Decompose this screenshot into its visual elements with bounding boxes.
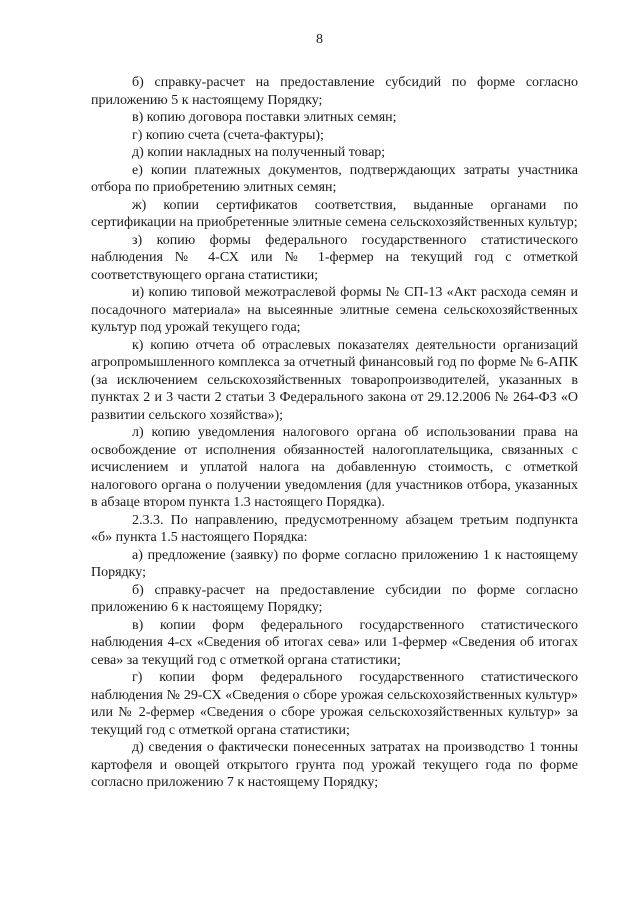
paragraph-e-payment-documents: е) копии платежных документов, подтверждающих затраты участника отбора по приобретению элитных семян; — [91, 162, 578, 195]
paragraph-g-harvest-statistics: г) копии форм федерального государственного статистического наблюдения № 29-СХ «Сведения о сборе урожая сельскохозяйственных культур» или № 2-фермер «Сведения о сборе урожая сельскохозяйственных культур» за текущий год с отметкой органа статистики; — [91, 670, 578, 738]
paragraph-g-invoice-copy: г) копию счета (счета-фактуры); — [132, 127, 324, 143]
paragraph-i-form-sp13: и) копию типовой межотраслевой формы № СП-13 «Акт расхода семян и посадочного материала» на высеянные элитные семена сельскохозяйственных культур под урожай текущего года; — [91, 285, 578, 335]
paragraph-b-subsidy-calc-form6: б) справку-расчет на предоставление субсидии по форме согласно приложению 6 к настоящему Порядку; — [91, 582, 578, 615]
paragraph-l-tax-notice: л) копию уведомления налогового органа об использовании права на освобождение от исполнения обязанностей налогоплательщика, связанных с исчислением и уплатой налога на добавленную стоимость, с отметкой налогового органа о получении уведомления (для участников отбора, указанных в абзаце втором пункта 1.3 настоящего Порядка). — [91, 425, 578, 510]
page-number: 8 — [316, 32, 323, 47]
paragraph-2-3-3-heading: 2.3.3. По направлению, предусмотренному абзацем третьим подпункта «б» пункта 1.5 настоящего Порядка: — [91, 512, 578, 545]
paragraph-zh-conformity-certificates: ж) копии сертификатов соответствия, выданные органами по сертификации на приобретенные элитные семена сельскохозяйственных культур; — [91, 197, 578, 230]
document-body — [91, 74, 578, 792]
paragraph-d-actual-costs-form7: д) сведения о фактически понесенных затратах на производство 1 тонны картофеля и овощей открытого грунта под урожай текущего года по форме согласно приложению 7 к настоящему Порядку; — [91, 740, 578, 790]
paragraph-k-report-6apk: к) копию отчета об отраслевых показателях деятельности организаций агропромышленного комплекса за отчетный финансовый год по форме № 6-АПК (за исключением сельскохозяйственных товаропроизводителей, указанных в пунктах 2 и 3 части 2 статьи 3 Федерального закона от 29.12.2006 № 264-ФЗ «О развитии сельского хозяйства»); — [91, 337, 578, 423]
paragraph-a-application-form1: а) предложение (заявку) по форме согласно приложению 1 к настоящему Порядку; — [91, 547, 578, 580]
paragraph-z-statistics-form-4sx: з) копию формы федерального государственного статистического наблюдения № 4-СХ или № 1-фермер на текущий год с отметкой соответствующего органа статистики; — [91, 232, 578, 283]
paragraph-d-waybill-copies: д) копии накладных на полученный товар; — [132, 145, 386, 160]
paragraph-b-subsidy-calc-form5: б) справку-расчет на предоставление субсидий по форме согласно приложению 5 к настоящему Порядку; — [91, 75, 578, 108]
paragraph-v-seed-supply-contract: в) копию договора поставки элитных семян; — [132, 110, 397, 125]
paragraph-v-sowing-statistics: в) копии форм федерального государственного статистического наблюдения 4-сх «Сведения об итогах сева» или 1-фермер «Сведения об итогах сева» за текущий год с отметкой органа статистики; — [91, 617, 578, 668]
